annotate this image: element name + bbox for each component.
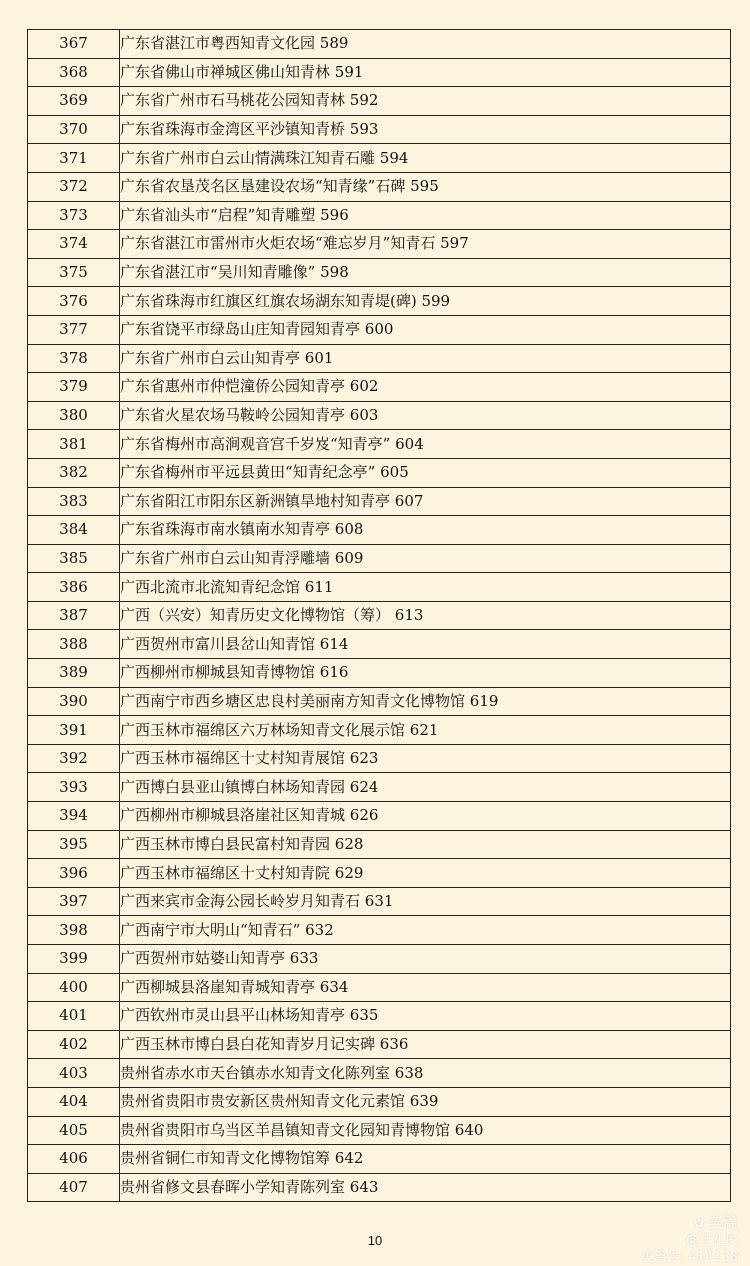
table-row <box>28 601 731 630</box>
table-row <box>28 716 731 745</box>
row-title: 贵州省贵阳市贵安新区贵州知青文化元素馆 639 <box>120 1087 731 1116</box>
table-row <box>28 201 731 230</box>
meipian-logo-icon: ✿ <box>693 1216 704 1230</box>
row-number: 374 <box>28 230 120 259</box>
row-number: 403 <box>28 1059 120 1088</box>
row-number: 380 <box>28 401 120 430</box>
row-title: 广西钦州市灵山县平山林场知青亭 635 <box>120 1002 731 1031</box>
row-number: 379 <box>28 373 120 402</box>
row-title: 广西玉林市博白县民富村知青园 628 <box>120 830 731 859</box>
table-row <box>28 172 731 201</box>
table-row <box>28 659 731 688</box>
table-row <box>28 1087 731 1116</box>
row-title: 广东省湛江市雷州市火炬农场“难忘岁月”知青石 597 <box>120 230 731 259</box>
row-title: 广西玉林市福绵区六万林场知青文化展示馆 621 <box>120 716 731 745</box>
row-title: 广西贺州市富川县岔山知青馆 614 <box>120 630 731 659</box>
row-number: 388 <box>28 630 120 659</box>
row-title: 广东省广州市石马桃花公园知青林 592 <box>120 87 731 116</box>
table-row <box>28 144 731 173</box>
row-title: 广西柳城县洛崖知青城知青亭 634 <box>120 973 731 1002</box>
row-number: 378 <box>28 344 120 373</box>
row-title: 广东省火星农场马鞍岭公园知青亭 603 <box>120 401 731 430</box>
table-row <box>28 430 731 459</box>
table-row <box>28 87 731 116</box>
row-title: 广西玉林市福绵区十丈村知青展馆 623 <box>120 744 731 773</box>
row-title: 广东省湛江市粤西知青文化园 589 <box>120 30 731 59</box>
catalog-table-body <box>28 30 731 1202</box>
table-row <box>28 859 731 888</box>
row-title: 广东省农垦茂名区垦建设农场“知青缘”石碑 595 <box>120 172 731 201</box>
row-number: 395 <box>28 830 120 859</box>
table-row <box>28 373 731 402</box>
row-title: 广西柳州市柳城县知青博物馆 616 <box>120 659 731 688</box>
watermark-account: 美篇号: 414138 <box>640 1250 738 1265</box>
row-number: 376 <box>28 287 120 316</box>
table-row <box>28 258 731 287</box>
row-number: 370 <box>28 115 120 144</box>
row-title: 广东省广州市白云山知青亭 601 <box>120 344 731 373</box>
watermark-author: @王礼民 <box>685 1233 738 1248</box>
row-number: 381 <box>28 430 120 459</box>
row-title: 广西博白县亚山镇博白林场知青园 624 <box>120 773 731 802</box>
row-number: 386 <box>28 573 120 602</box>
table-row <box>28 401 731 430</box>
table-row <box>28 115 731 144</box>
row-number: 384 <box>28 516 120 545</box>
table-row <box>28 1059 731 1088</box>
row-title: 贵州省赤水市天台镇赤水知青文化陈列室 638 <box>120 1059 731 1088</box>
row-title: 广东省广州市白云山知青浮雕墙 609 <box>120 544 731 573</box>
row-number: 382 <box>28 458 120 487</box>
table-row <box>28 1002 731 1031</box>
row-title: 广东省饶平市绿岛山庄知青园知青亭 600 <box>120 315 731 344</box>
table-row <box>28 230 731 259</box>
row-number: 402 <box>28 1030 120 1059</box>
row-number: 367 <box>28 30 120 59</box>
row-number: 390 <box>28 687 120 716</box>
row-number: 396 <box>28 859 120 888</box>
table-row <box>28 1116 731 1145</box>
row-title: 广东省广州市白云山情满珠江知青石雕 594 <box>120 144 731 173</box>
row-number: 405 <box>28 1116 120 1145</box>
row-number: 387 <box>28 601 120 630</box>
table-row <box>28 544 731 573</box>
table-row <box>28 344 731 373</box>
row-number: 397 <box>28 887 120 916</box>
watermark <box>598 1214 738 1266</box>
table-row <box>28 830 731 859</box>
row-title: 广东省珠海市南水镇南水知青亭 608 <box>120 516 731 545</box>
table-row <box>28 458 731 487</box>
row-number: 371 <box>28 144 120 173</box>
table-row <box>28 30 731 59</box>
row-number: 392 <box>28 744 120 773</box>
row-title: 广西玉林市博白县白花知青岁月记实碑 636 <box>120 1030 731 1059</box>
row-number: 375 <box>28 258 120 287</box>
row-title: 广西南宁市大明山“知青石” 632 <box>120 916 731 945</box>
row-title: 贵州省修文县春晖小学知青陈列室 643 <box>120 1173 731 1202</box>
page-number: 10 <box>367 1233 383 1248</box>
row-number: 407 <box>28 1173 120 1202</box>
table-row <box>28 573 731 602</box>
row-title: 广西来宾市金海公园长岭岁月知青石 631 <box>120 887 731 916</box>
table-row <box>28 487 731 516</box>
row-title: 广东省惠州市仲恺潼侨公园知青亭 602 <box>120 373 731 402</box>
table-row <box>28 773 731 802</box>
row-title: 广东省湛江市“吴川知青雕像” 598 <box>120 258 731 287</box>
row-title: 广东省梅州市平远县黄田“知青纪念亭” 605 <box>120 458 731 487</box>
row-number: 400 <box>28 973 120 1002</box>
row-number: 372 <box>28 172 120 201</box>
catalog-table <box>27 29 731 1202</box>
row-title: 广东省佛山市禅城区佛山知青林 591 <box>120 58 731 87</box>
table-row <box>28 1173 731 1202</box>
table-row <box>28 630 731 659</box>
row-title: 广西南宁市西乡塘区忠良村美丽南方知青文化博物馆 619 <box>120 687 731 716</box>
table-row <box>28 945 731 974</box>
row-number: 398 <box>28 916 120 945</box>
row-number: 399 <box>28 945 120 974</box>
table-row <box>28 516 731 545</box>
table-row <box>28 687 731 716</box>
row-number: 377 <box>28 315 120 344</box>
table-row <box>28 287 731 316</box>
row-title: 广西（兴安）知青历史文化博物馆（筹） 613 <box>120 601 731 630</box>
row-title: 广东省阳江市阳东区新洲镇旱地村知青亭 607 <box>120 487 731 516</box>
row-number: 391 <box>28 716 120 745</box>
table-row <box>28 744 731 773</box>
row-title: 广西北流市北流知青纪念馆 611 <box>120 573 731 602</box>
row-title: 广东省珠海市金湾区平沙镇知青桥 593 <box>120 115 731 144</box>
row-number: 404 <box>28 1087 120 1116</box>
row-number: 368 <box>28 58 120 87</box>
table-row <box>28 973 731 1002</box>
table-row <box>28 887 731 916</box>
row-title: 贵州省铜仁市知青文化博物馆筹 642 <box>120 1145 731 1174</box>
watermark-brand: 美篇 <box>707 1213 738 1231</box>
row-number: 369 <box>28 87 120 116</box>
row-number: 406 <box>28 1145 120 1174</box>
table-row <box>28 802 731 831</box>
row-number: 401 <box>28 1002 120 1031</box>
table-row <box>28 1030 731 1059</box>
table-row <box>28 916 731 945</box>
row-title: 贵州省贵阳市乌当区羊昌镇知青文化园知青博物馆 640 <box>120 1116 731 1145</box>
table-row <box>28 1145 731 1174</box>
table-row <box>28 58 731 87</box>
row-number: 393 <box>28 773 120 802</box>
row-number: 389 <box>28 659 120 688</box>
row-title: 广西玉林市福绵区十丈村知青院 629 <box>120 859 731 888</box>
row-number: 383 <box>28 487 120 516</box>
row-number: 385 <box>28 544 120 573</box>
row-title: 广西柳州市柳城县洛崖社区知青城 626 <box>120 802 731 831</box>
row-title: 广西贺州市姑婆山知青亭 633 <box>120 945 731 974</box>
row-number: 373 <box>28 201 120 230</box>
row-number: 394 <box>28 802 120 831</box>
row-title: 广东省梅州市高涧观音宫千岁岌“知青亭” 604 <box>120 430 731 459</box>
table-row <box>28 315 731 344</box>
row-title: 广东省珠海市红旗区红旗农场湖东知青堤(碑) 599 <box>120 287 731 316</box>
row-title: 广东省汕头市“启程”知青雕塑 596 <box>120 201 731 230</box>
